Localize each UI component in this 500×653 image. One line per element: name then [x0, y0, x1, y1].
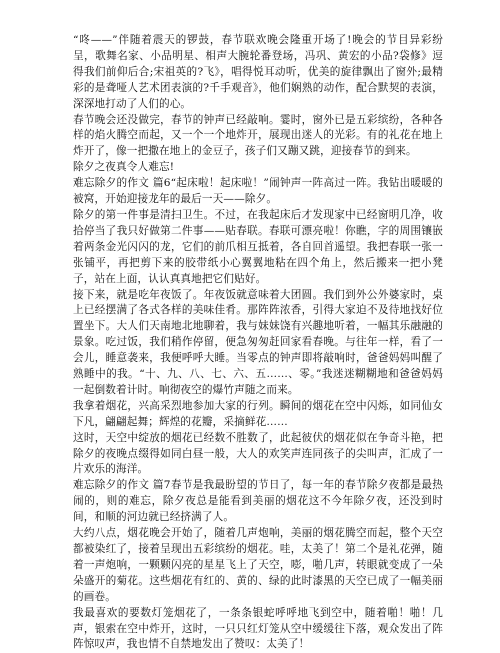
paragraph: 我拿着烟花，兴高采烈地参加大家的行列。瞬间的烟花在空中闪烁，如同仙女下凡，翩翩起舞；辉煌的花瓣，采摘鲜花……: [73, 399, 443, 428]
paragraph: “咚——”伴随着震天的锣鼓，春节联欢晚会隆重开场了!晚会的节目异彩纷呈，歌舞名家、小品明星、相声大腕轮番登场，冯巩、黄宏的小品?袋修》逗得我们前仰后合;宋祖英的?飞》，唱得悦耳动听，优美的旋律飘出了窗外;最精彩的是聋哑人艺术团表演的?千手观音》，他们娴熟的动作，配合默契的表演，深深地打动了人们的心。: [73, 34, 443, 110]
paragraph: 难忘除夕的作文 篇6“起床啦！起床啦！”闹钟声一阵高过一阵。我钻出暖暖的被窝，开始迎接龙年的最后一天——除夕。: [73, 177, 443, 206]
paragraph: 我最喜欢的要数灯笼烟花了，一条条银蛇呼呼地飞到空中，随着啪！啪！几声，银索在空中炸开，这时，一只只红灯笼从空中缓缓往下落，观众发出了阵阵惊叹声，我也情不自禁地发出了赞叹：太美了！: [73, 606, 443, 651]
paragraph: 大约八点，烟花晚会开始了，随着几声炮响，美丽的烟花腾空而起，整个天空都被染红了，接着呈现出五彩缤纷的烟花。哇，太美了！第二个是礼花弹，随着一声炮响，一颗颗闪亮的星星飞上了天空，嘭，啪几声，转眼就变成了一朵朵盛开的菊花。这些烟花有红的、黄的、绿的此时漆黑的天空已成了一幅美丽的画卷。: [73, 527, 443, 603]
paragraph: 除夕的第一件事是清扫卫生。不过，在我起床后才发现家中已经窗明几净，收拾停当了我只好做第二件事——贴春联。春联可漂亮啦！你瞧，字的周围镶嵌着两条金光闪闪的龙，它们的前爪相互抵着，各自回首遥望。我把春联一张一张铺平，再把剪下来的胶带纸小心翼翼地粘在四个角上，然后搬来一把小凳子，站在上面，认认真真地把它们贴好。: [73, 208, 443, 285]
paragraph: 难忘除夕的作文 篇7春节是我最盼望的节日了，每一年的春节除夕夜都是最热闹的，则的难忘，除夕夜总是能看到美丽的烟花这不今年除夕夜，还没到时间，和顺的河边就已经挤满了人。: [73, 479, 443, 524]
paragraph: 这时，天空中绽放的烟花已经数不胜数了，此起彼伏的烟花似在争奇斗艳，把除夕的夜晚点缀得如同白昼一般，大人的欢笑声连同孩子的尖叫声，汇成了一片欢乐的海洋。: [73, 431, 443, 476]
paragraph: 春节晚会还没做完，春节的钟声已经敲响。霎时，窗外已是五彩缤纷，各种各样的焰火腾空而起，又一个一个地炸开，展现出迷人的光彩。有的礼花在地上炸开了，像一把撒在地上的金豆子，孩子们又蹦又跳，迎接春节的到来。: [73, 113, 443, 158]
paragraph: 除夕之夜真令人难忘!: [73, 161, 175, 174]
paragraph: 接下来，就是吃年夜饭了。年夜饭就意味着大团圆。我们到外公外婆家时，桌上已经摆满了各式各样的美味佳肴。那阵阵浓香，引得大家迫不及待地找好位置坐下。大人们天南地北地聊着，我与妹妹饶有兴趣地听着，一幅其乐融融的景象。吃过饭，我们稍作停留，便急匆匆赶回家看春晚。与往年一样，看了一会儿，睡意袭来，我便呼呼大睡。当零点的钟声即将敲响时，爸爸妈妈叫醒了熟睡中的我。“十、九、八、七、六、五……、零。”我迷迷糊糊地和爸爸妈妈一起倒数着计时。响彻夜空的爆竹声随之而来。: [73, 288, 443, 396]
essay-body: [73, 33, 443, 653]
